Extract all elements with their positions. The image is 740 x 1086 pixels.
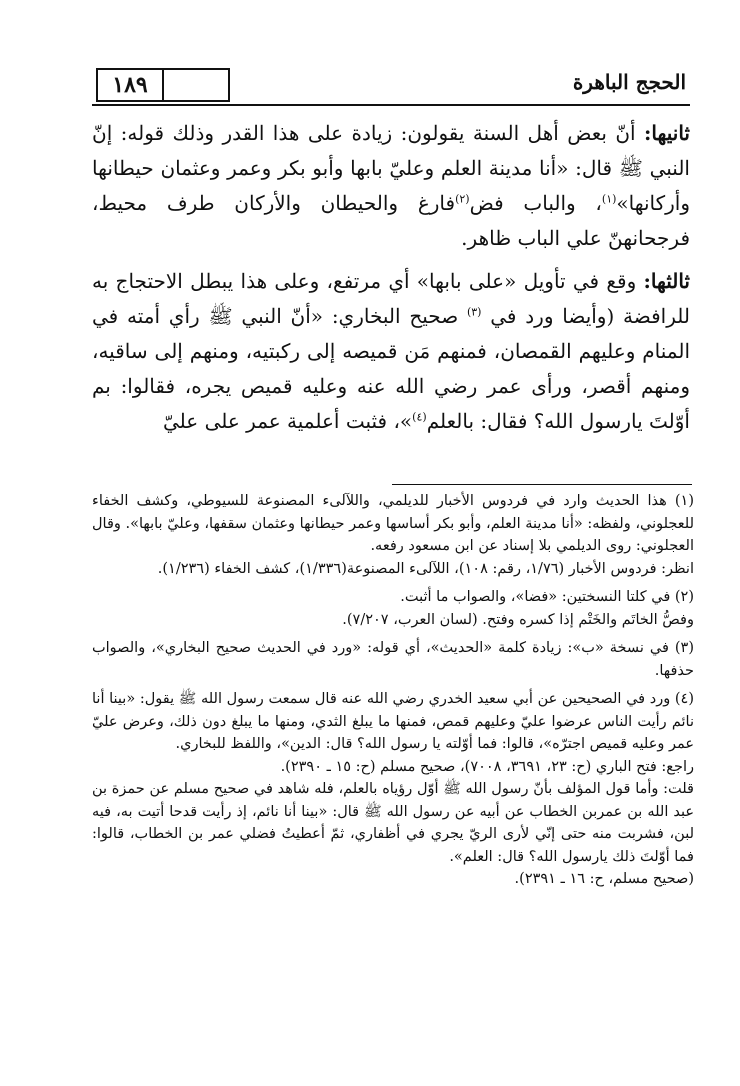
footnotes [92,490,694,897]
footnote-line: انظر: فردوس الأخبار (١/٧٦، رقم: ١٠٨)، اللآلىء المصنوعة(١/٣٣٦)، كشف الخفاء (١/٢٣٦). [157,560,694,577]
paragraph-text: أنّ بعض أهل السنة يقولون: زيادة على هذا القدر وذلك قوله: إنّ النبي ﷺ قال: «أنا مدينة العلم وعليّ بابها وأبو بكر وعمر وعثمان حيطانها وأركانها» [92,121,691,215]
paragraph-lead: ثانيها: [644,121,690,145]
paragraph-text: فارغ والحيطان والأركان طرف محيط، فرجحانهنّ علي الباب ظاهر. [92,191,690,250]
paragraph-lead: ثالثها: [643,269,690,293]
footnote-line: وفصُّ الخاتَم والخَتْم إذا كسره وفتح. (لسان العرب، ٧/٢٠٧). [342,611,694,628]
main-text [92,116,690,447]
running-title: الحجج الباهرة [572,70,686,94]
footnote-ref: (١) [601,192,617,206]
footnote-1 [92,490,694,580]
paragraph-text: وقع في تأويل «على بابها» أي مرتفع، وعلى هذا يبطل الاحتجاج به للرافضة (وأيضا ورد في [92,269,690,328]
footnote-ref: (٤) [412,410,427,424]
footnote-line: قلت: وأما قول المؤلف بأنّ رسول الله ﷺ أوّل رؤياه بالعلم، فله شاهد في صحيح مسلم عن حمزة بن عبد الله بن عمربن الخطاب عن أبيه عن رسول الله ﷺ قال: «بينا أنا نائم، إذ رأيت قدحا أتيت به، فيه لبن، فشربت منه حتى إنّي لأرى الريّ يجري في أظفاري، ثمّ أعطيتُ فضلي عمر بن الخطاب، قالوا: فما أوّلتَ ذلك يارسول الله؟ قال: العلم». [92,781,694,865]
footnote-line: (٤) ورد في الصحيحين عن أبي سعيد الخدري رضي الله عنه قال سمعت رسول الله ﷺ يقول: «بينا أنا نائم رأيت الناس عرضوا عليّ وعليهم قمص، فمنها ما يبلغ الثدي، ومنها ما يبلغ دون ذلك، وعرض عليّ عمر وعليه قميص اجترّه»، قالوا: فما أوّلته يا رسول الله؟ قال: الدين»، واللفظ للبخاري. [92,691,694,752]
footnote-line: (١) هذا الحديث وارد في فردوس الأخبار للديلمي، واللآلىء المصنوعة للسيوطي، وكشف الخفاء للعجلوني، ولفظه: «أنا مدينة العلم، وأبو بكر أساسها وعمر حيطانها وعثمان سقفها، وعليّ بابها». وقال العجلوني: روى الديلمي بلا إسناد عن ابن مسعود رفعه. [92,493,694,554]
footnote-line: (صحيح مسلم، ح: ١٦ ـ ٢٣٩١). [514,871,694,887]
footnote-line: (٢) في كلتا النسختين: «فضا»، والصواب ما أثبت. [400,589,694,605]
paragraph-text: »، فثبت أعلمية عمر على عليّ [163,409,413,433]
paragraph-third-point [92,264,690,439]
paragraph-second-point [92,116,690,256]
page-number-frame [162,68,230,102]
footnote-2 [92,586,694,631]
footnote-separator [392,484,692,485]
page-header [92,58,690,106]
footnote-ref: (٣) [466,305,482,319]
footnote-4 [92,688,694,891]
paragraph-text: صحيح البخاري: «أنّ النبي ﷺ رأي أمته في المنام وعليهم القمصان، فمنهم مَن قميصه إلى ركبتيه، ومنهم إلى ساقيه، ومنهم أقصر، ورأى عمر رضي الله عنه وعليه قميص يجره، فقالوا: بم أوّلتَ يارسول الله؟ فقال: بالعلم [92,304,690,433]
footnote-ref: (٢) [455,192,470,206]
footnote-3 [92,637,694,682]
footnote-line: راجع: فتح الباري (ح: ٢٣، ٣٦٩١، ٧٠٠٨)، صحيح مسلم (ح: ١٥ ـ ٢٣٩٠). [280,758,694,775]
page-number: ١٨٩ [96,68,164,102]
footnote-line: (٣) في نسخة «ب»: زيادة كلمة «الحديث»، أي قوله: «ورد في الحديث صحيح البخاري»، والصواب حذفها. [92,640,694,679]
paragraph-text: ، والباب فض [469,191,602,215]
